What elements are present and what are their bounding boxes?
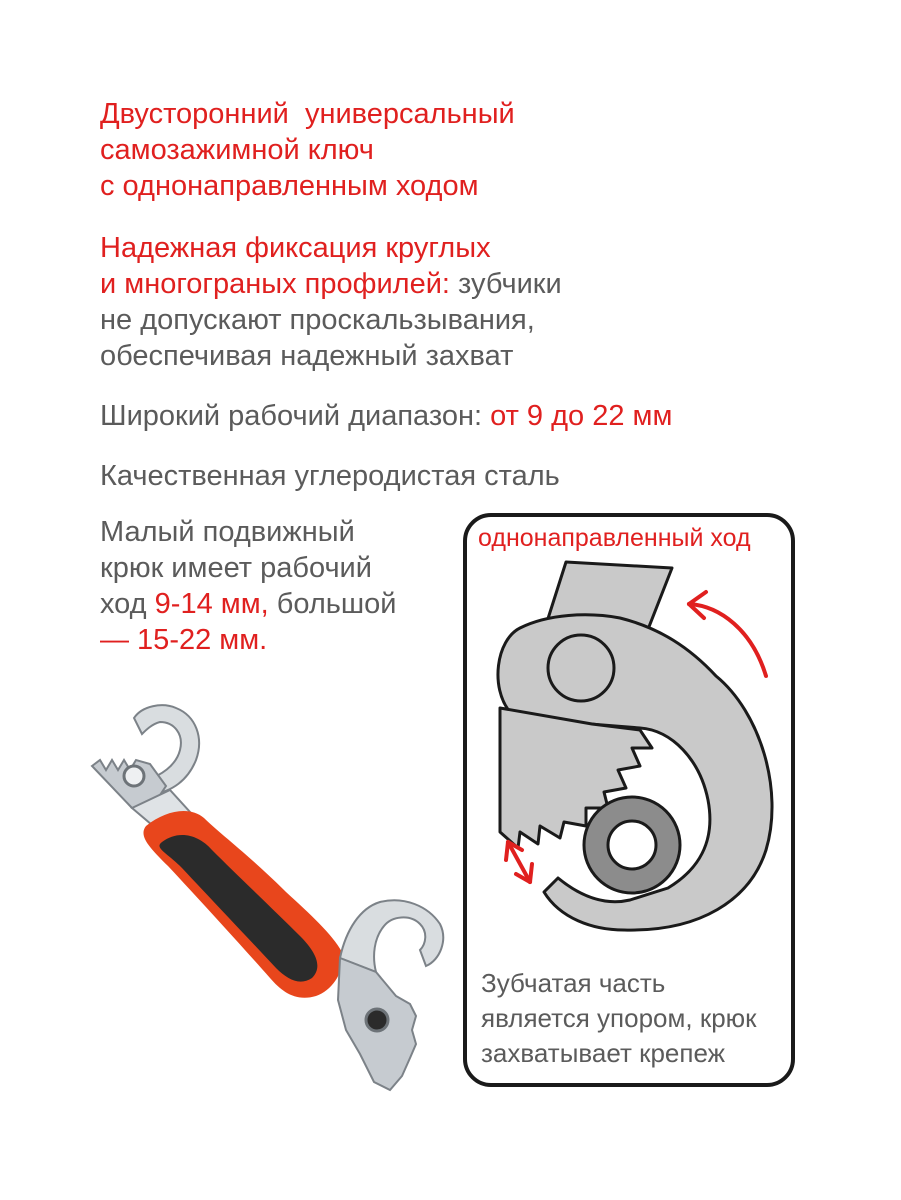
fixation-text: зубчики <box>449 268 562 300</box>
wrench-product-photo <box>92 705 443 1090</box>
title-line: Двусторонний универсальный <box>100 98 515 130</box>
diagram-note-line: является упором, крюк <box>481 1003 757 1033</box>
title-line: с однонаправленным ходом <box>100 170 479 202</box>
hooks-small-range: 9-14 мм, <box>154 588 269 620</box>
hooks-line: крюк имеет рабочий <box>100 552 372 584</box>
diagram-pipe-hole <box>608 821 656 869</box>
diagram-note-line: Зубчатая часть <box>481 968 666 998</box>
range-label: Широкий рабочий диапазон: <box>100 400 483 432</box>
diagram-title: однонаправленный ход <box>478 524 751 552</box>
upper-pivot-icon <box>124 766 144 786</box>
fixation-line: Надежная фиксация круглых <box>100 232 491 264</box>
lower-hook <box>340 900 443 972</box>
title-line: самозажимной ключ <box>100 134 374 166</box>
hooks-suffix: большой <box>268 588 397 620</box>
lower-pivot-icon <box>366 1009 388 1031</box>
diagram-note <box>481 966 757 1071</box>
steel-line: Качественная углеродистая сталь <box>100 460 560 492</box>
diagram-note-line: захватывает крепеж <box>481 1038 726 1068</box>
fixation-line: не допускают проскальзывания, <box>100 304 535 336</box>
fixation-line: обеспечивая надежный захват <box>100 340 514 372</box>
travel-double-arrow-icon <box>506 842 532 882</box>
hooks-line: Малый подвижный <box>100 516 355 548</box>
hooks-large-range: — 15-22 мм. <box>100 624 268 656</box>
fixation-highlight: и многограных профилей: <box>100 268 450 300</box>
diagram-pivot-icon <box>548 635 614 701</box>
wrench-diagram <box>498 562 772 930</box>
hooks-prefix: ход <box>100 588 155 620</box>
range-value: от 9 до 22 мм <box>482 400 673 432</box>
